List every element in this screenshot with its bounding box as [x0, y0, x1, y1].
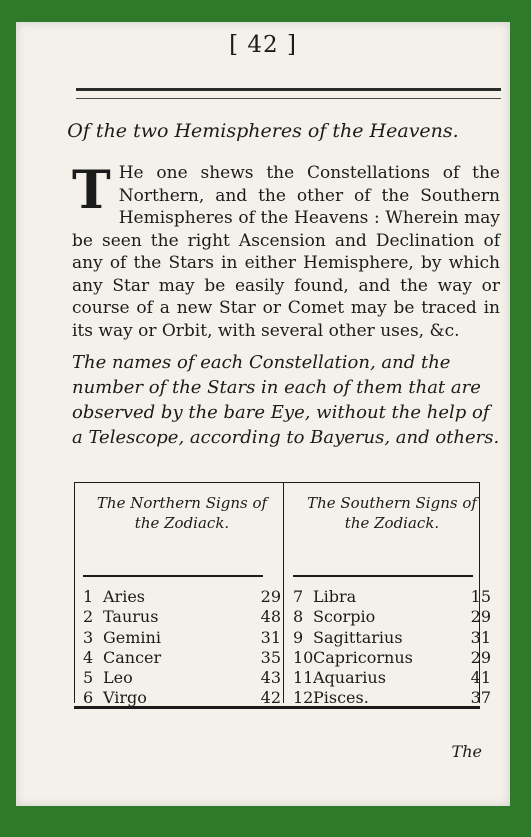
table-row [293, 587, 491, 607]
table-row [293, 648, 491, 668]
star-count: 48 [260, 607, 281, 627]
table-row [83, 648, 281, 668]
zodiac-table [74, 482, 491, 708]
sign-index: 4 [83, 647, 94, 667]
left-column-rule [83, 575, 263, 577]
table-divider [283, 483, 284, 703]
star-count: 31 [260, 627, 281, 647]
sign-index: 12 [293, 688, 314, 708]
sign-index: 11 [293, 668, 314, 688]
sign-index: 6 [83, 688, 94, 708]
star-count: 41 [470, 668, 491, 688]
southern-signs-column [293, 483, 491, 708]
sign-name: Libra [313, 587, 357, 606]
intro-paragraph [72, 160, 500, 341]
header-rule-thin [76, 98, 501, 99]
northern-signs-column [83, 483, 281, 708]
sign-name: Capricornus [313, 647, 413, 667]
sign-index: 7 [293, 587, 304, 606]
sign-index: 8 [293, 607, 304, 627]
subtitle: The names of each Constellation, and the number of the Stars in each of them that are observed by the bare Eye, without the help of a Telescope, according to Bayerus, and others. [72, 352, 500, 448]
sign-index: 1 [83, 587, 94, 606]
sign-name: Cancer [103, 647, 162, 667]
table-row [293, 607, 491, 627]
sign-name: Pisces. [313, 688, 369, 708]
catchword: The [451, 742, 482, 761]
table-row [83, 607, 281, 627]
page-title: Of the two Hemispheres of the Heavens. [67, 120, 459, 142]
book-page [16, 22, 510, 806]
sign-name: Taurus [103, 607, 159, 627]
sign-index: 10 [293, 647, 314, 667]
northern-signs-list [83, 587, 281, 709]
sign-name: Aquarius [313, 668, 386, 688]
star-count: 29 [470, 607, 491, 627]
header-rule [76, 88, 501, 91]
star-count: 15 [470, 587, 491, 606]
sign-name: Virgo [103, 688, 147, 708]
star-count: 43 [260, 668, 281, 688]
sign-name: Sagittarius [313, 627, 403, 647]
page-number: [ 42 ] [229, 32, 297, 58]
sign-index: 9 [293, 627, 304, 647]
table-row [83, 688, 281, 708]
table-row [83, 587, 281, 607]
sign-name: Aries [103, 587, 145, 606]
star-count: 29 [470, 647, 491, 667]
drop-cap: T [72, 160, 111, 221]
table-row [293, 628, 491, 648]
sign-index: 5 [83, 668, 94, 688]
star-count: 31 [470, 627, 491, 647]
sign-name: Leo [103, 668, 133, 688]
sign-index: 2 [83, 607, 94, 627]
right-column-rule [293, 575, 473, 577]
left-column-header: The Northern Signs of the Zodiack. [96, 494, 268, 532]
table-row [293, 668, 491, 688]
right-column-header: The Southern Signs of the Zodiack. [307, 494, 477, 532]
southern-signs-list [293, 587, 491, 709]
star-count: 37 [470, 688, 491, 708]
sign-name: Gemini [103, 627, 161, 647]
star-count: 42 [260, 688, 281, 708]
intro-text: He one shews the Constellations of the Northern, and the other of the Southern Hemispheres of the Heavens : Wherein may be seen the right Ascension and Declination of any of the Stars in either Hemisphere, by which any Star may be easily found, and the way or course of a new Star or Comet may be traced in its way or Orbit, with several other uses, &c. [72, 163, 500, 341]
table-row [83, 628, 281, 648]
star-count: 35 [260, 647, 281, 667]
sign-index: 3 [83, 627, 94, 647]
sign-name: Scorpio [313, 607, 376, 627]
table-row [293, 688, 491, 708]
star-count: 29 [260, 587, 281, 606]
table-row [83, 668, 281, 688]
